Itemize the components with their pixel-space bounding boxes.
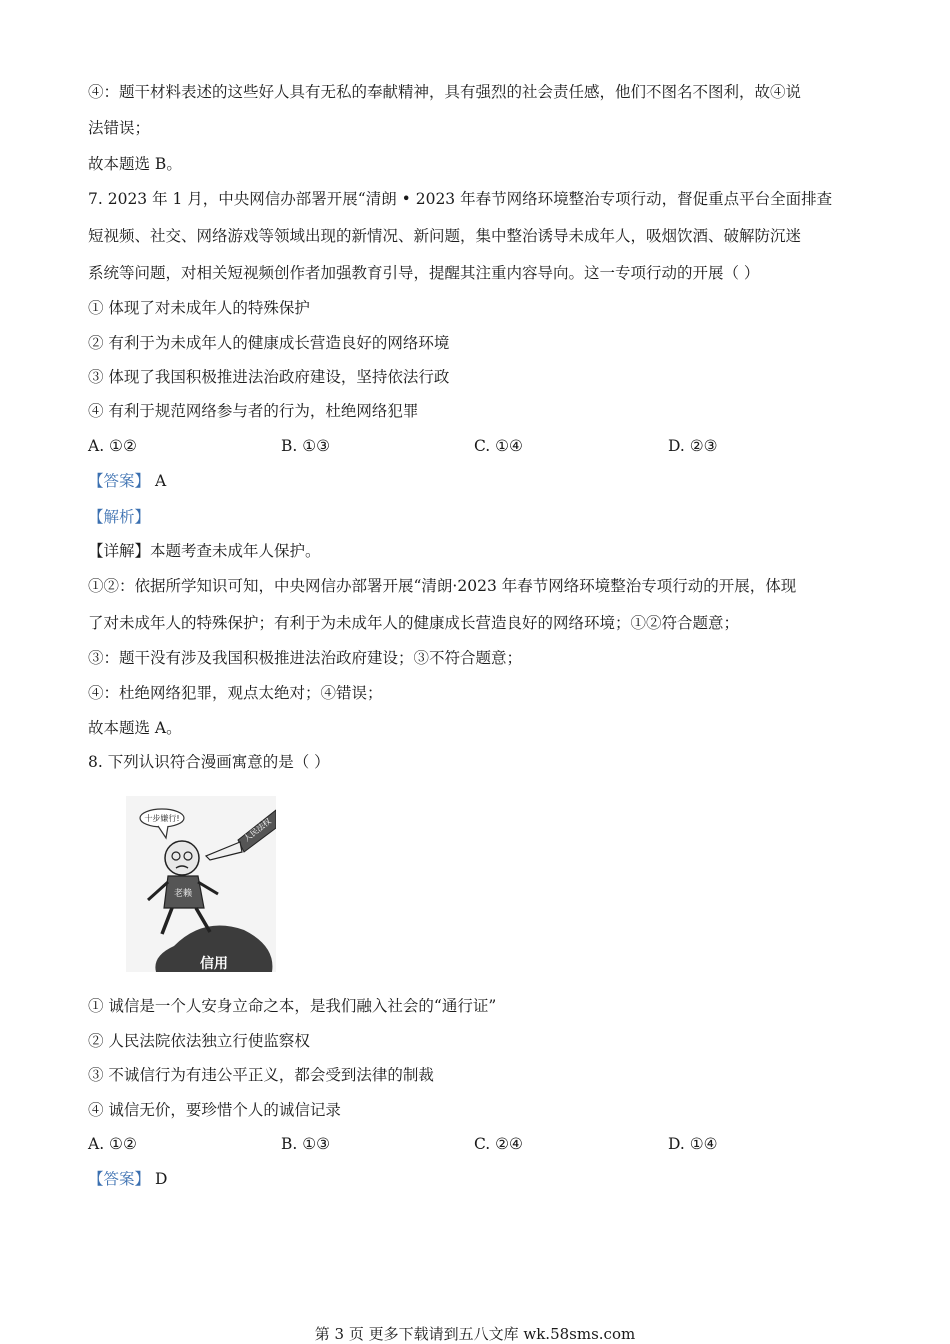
q7-stem-line3: 系统等问题，对相关短视频创作者加强教育引导，提醒其注重内容导向。这一专项行动的开展（ ） (88, 264, 760, 282)
q8-statement-2: ② 人民法院依法独立行使监察权 (88, 1032, 310, 1050)
cartoon-ball-label: 信用 (200, 956, 228, 972)
q8-answer (88, 1169, 868, 1189)
q7-stem-line1: 7. 2023 年 1 月，中央网信办部署开展“清朗 • 2023 年春节网络环境整治专项行动，督促重点平台全面排查 (88, 190, 833, 208)
q7-stem-line2: 短视频、社交、网络游戏等领域出现的新情况、新问题，集中整治诱导未成年人，吸烟饮酒、破解防沉迷 (88, 227, 802, 245)
q8-option-b: B. ①③ (281, 1135, 331, 1153)
q7-option-d: D. ②③ (668, 437, 718, 455)
cartoon-head (165, 841, 199, 875)
q7-answer-value: A (154, 472, 167, 490)
q7-analysis-tag: 【解析】 (88, 508, 151, 526)
q7-explain-2: ③：题干没有涉及我国积极推进法治政府建设；③不符合题意； (88, 649, 523, 667)
q7-statement-4: ④ 有利于规范网络参与者的行为，杜绝网络犯罪 (88, 402, 419, 420)
cartoon-shirt-label: 老赖 (173, 889, 193, 899)
q7-statement-3: ③ 体现了我国积极推进法治政府建设，坚持依法行政 (88, 368, 450, 386)
q8-cartoon-image (126, 796, 276, 972)
q8-statement-4: ④ 诚信无价，要珍惜个人的诚信记录 (88, 1101, 341, 1119)
q7-option-b: B. ①③ (281, 437, 331, 455)
q7-explain-1-line2: 了对未成年人的特殊保护；有利于为未成年人的健康成长营造良好的网络环境；①②符合题意； (88, 614, 740, 632)
cartoon-hand-label: 人民法权 (242, 816, 273, 844)
prev-item4-line1: ④：题干材料表述的这些好人具有无私的奉献精神，具有强烈的社会责任感，他们不图名不图利，故④说 (88, 83, 802, 101)
q7-explain-3: ④：杜绝网络犯罪，观点太绝对；④错误； (88, 684, 383, 702)
prev-conclusion: 故本题选 B。 (88, 155, 182, 173)
q8-statement-1: ① 诚信是一个人安身立命之本，是我们融入社会的“通行证” (88, 997, 497, 1015)
q8-option-d: D. ①④ (668, 1135, 718, 1153)
q8-option-c: C. ②④ (474, 1135, 523, 1153)
q7-statement-2: ② 有利于为未成年人的健康成长营造良好的网络环境 (88, 334, 450, 352)
q7-answer (88, 471, 868, 491)
q8-option-a: A. ①② (88, 1135, 137, 1153)
q7-explain-1-line1: ①②：依据所学知识可知，中央网信办部署开展“清朗·2023 年春节网络环境整治专项行动的开展，体现 (88, 577, 797, 595)
q7-option-c: C. ①④ (474, 437, 523, 455)
q8-answer-value: D (154, 1170, 168, 1188)
q7-conclusion: 故本题选 A。 (88, 719, 182, 737)
q7-statement-1: ① 体现了对未成年人的特殊保护 (88, 299, 310, 317)
q7-option-a: A. ①② (88, 437, 137, 455)
q7-answer-tag: 【答案】 (88, 472, 151, 490)
q8-stem: 8. 下列认识符合漫画寓意的是（ ） (88, 753, 330, 771)
page-footer: 第 3 页 更多下载请到五八文库 wk.58sms.com (314, 1325, 636, 1343)
q7-detail: 【详解】本题考查未成年人保护。 (88, 542, 321, 560)
q8-statement-3: ③ 不诚信行为有违公平正义，都会受到法律的制裁 (88, 1066, 434, 1084)
prev-item4-line2: 法错误； (88, 119, 151, 137)
q8-answer-tag: 【答案】 (88, 1170, 151, 1188)
cartoon-speech-text: 十步嫌行! (144, 814, 180, 823)
